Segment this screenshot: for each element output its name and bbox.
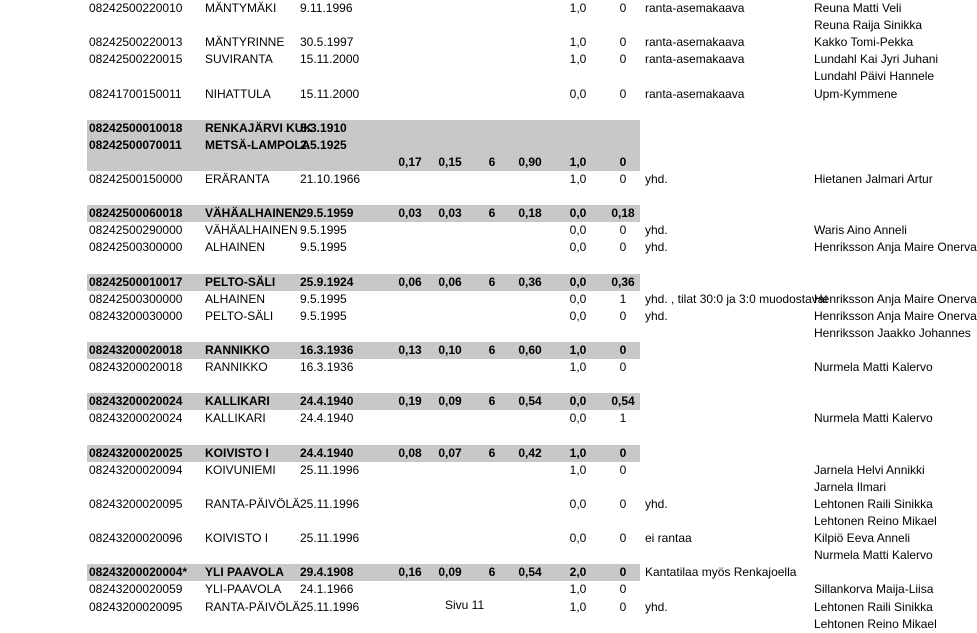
cell-name: VÄHÄALHAINEN (205, 223, 298, 238)
summary-row (87, 445, 640, 462)
cell-id: 08243200020018 (89, 343, 183, 357)
cell-v2: 0,09 (438, 394, 462, 409)
cell-v3: 6 (488, 445, 496, 460)
cell-v2: 0,06 (438, 274, 462, 289)
cell-type: yhd. , tilat 30:0 ja 3:0 muodostavat (645, 291, 828, 306)
cell-name: ALHAINEN (205, 291, 266, 306)
cell-id: 08243200020018 (89, 360, 183, 375)
cell-a: 1,0 (569, 52, 587, 67)
cell-name: RENKAJÄRVI KUK (205, 120, 313, 135)
cell-name: KOIVUNIEMI (205, 462, 276, 477)
cell-a: 1,0 (569, 599, 587, 614)
cell-date: 29.5.1959 (300, 206, 354, 221)
cell-id: 08242500220013 (89, 35, 183, 50)
cell-id: 08242500220015 (89, 52, 183, 67)
summary-row (87, 120, 640, 137)
cell-id: 08243200020059 (89, 582, 183, 597)
cell-b: 0 (619, 86, 627, 101)
cell-b: 0 (619, 35, 627, 50)
cell-b: 0 (619, 462, 627, 477)
summary-row (87, 393, 640, 410)
cell-a: 0,0 (569, 411, 587, 426)
cell-b: 0 (619, 52, 627, 67)
cell-owner: Lundahl Päivi Hannele (814, 69, 935, 84)
cell-b: 0 (619, 582, 627, 597)
cell-owner: Jarnela Ilmari (814, 479, 887, 494)
cell-name: MÄNTYRINNE (205, 35, 285, 50)
cell-name: NIHATTULA (205, 86, 271, 101)
cell-id: 08243200020024 (89, 411, 183, 426)
cell-a: 1,0 (569, 1, 587, 15)
cell-name: RANTA-PÄIVÖLÄ (205, 496, 301, 511)
cell-name: VÄHÄALHAINEN (205, 206, 301, 221)
cell-owner: Upm-Kymmene (814, 86, 898, 101)
cell-v2: 0,03 (438, 206, 462, 221)
cell-date: 9.11.1996 (300, 1, 353, 15)
cell-a: 0,0 (569, 291, 587, 306)
cell-v1: 0,03 (398, 206, 422, 221)
cell-b: 0 (619, 360, 627, 375)
cell-v4: 0,42 (518, 445, 542, 460)
table-row (0, 171, 960, 188)
cell-type: yhd. (645, 172, 668, 186)
cell-a: 0,0 (569, 206, 587, 221)
cell-date: 25.11.1996 (300, 599, 360, 614)
cell-v1: 0,08 (398, 445, 422, 460)
table-row (0, 547, 960, 564)
cell-id: 08242500150000 (89, 172, 183, 186)
table-row (0, 68, 960, 85)
cell-b: 0 (619, 599, 627, 614)
cell-id: 08243200020004* (89, 565, 188, 580)
cell-a: 1,0 (569, 582, 587, 597)
cell-b: 0 (619, 1, 627, 15)
table-row (0, 462, 960, 479)
table-row (0, 581, 960, 598)
cell-v2: 0,07 (438, 445, 462, 460)
cell-b: 0 (619, 445, 627, 460)
cell-date: 24.4.1940 (300, 411, 354, 426)
cell-owner: Lehtonen Reino Mikael (814, 616, 937, 631)
table-row (0, 513, 960, 530)
cell-date: 15.11.2000 (300, 86, 360, 101)
cell-owner: Reuna Raija Sinikka (814, 18, 923, 33)
cell-v4: 0,36 (518, 274, 542, 289)
cell-name: MÄNTYMÄKI (205, 1, 277, 15)
cell-date: 9.5.1995 (300, 291, 347, 306)
cell-date: 15.11.2000 (300, 52, 360, 67)
table-row (0, 17, 960, 34)
table-row (0, 616, 960, 633)
table-row (0, 291, 977, 308)
cell-type: yhd. (645, 223, 668, 238)
cell-name: KALLIKARI (205, 411, 266, 426)
cell-owner: Henriksson Anja Maire Onerva (814, 308, 977, 323)
cell-date: 24.4.1940 (300, 394, 354, 409)
table-row (0, 239, 977, 256)
cell-a: 2,0 (569, 565, 587, 580)
cell-name: KOIVISTO I (205, 445, 269, 460)
cell-name: KALLIKARI (205, 394, 270, 409)
cell-id: 08241700150011 (89, 86, 182, 101)
cell-v3: 6 (488, 565, 496, 580)
table-row (0, 86, 960, 103)
page-footer: Sivu 11 (445, 598, 485, 612)
cell-id: 08243200020024 (89, 394, 183, 409)
table-row (0, 496, 960, 513)
cell-a: 1,0 (569, 35, 587, 50)
cell-name: RANNIKKO (205, 360, 268, 375)
cell-owner: Hietanen Jalmari Artur (814, 172, 933, 186)
cell-name: PELTO-SÄLI (205, 308, 274, 323)
cell-a: 1,0 (569, 172, 587, 186)
cell-owner: Nurmela Matti Kalervo (814, 360, 933, 375)
cell-a: 1,0 (569, 360, 587, 375)
summary-row (87, 154, 640, 171)
cell-v1: 0,19 (398, 394, 422, 409)
table-row (0, 257, 960, 274)
cell-type: yhd. (645, 496, 668, 511)
cell-v3: 6 (488, 154, 496, 169)
cell-date: 24.4.1940 (300, 445, 354, 460)
cell-b: 0,54 (611, 394, 635, 409)
table-row (0, 530, 960, 547)
cell-owner: Henriksson Anja Maire Onerva (814, 240, 977, 255)
cell-owner: Lehtonen Raili Sinikka (814, 599, 933, 614)
cell-a: 0,0 (569, 394, 587, 409)
cell-v3: 6 (488, 394, 496, 409)
cell-date: 25.11.1996 (300, 496, 360, 511)
cell-id: 08242500290000 (89, 223, 183, 238)
cell-date: 29.4.1908 (300, 565, 354, 580)
table-row (0, 479, 960, 496)
cell-owner: Waris Aino Anneli (814, 223, 907, 238)
cell-v3: 6 (488, 206, 496, 221)
cell-id: 08243200020025 (89, 445, 183, 460)
table-row (0, 103, 960, 120)
cell-type: yhd. (645, 240, 668, 255)
cell-type: ranta-asemakaava (645, 86, 745, 101)
cell-id: 08243200020096 (89, 531, 183, 546)
cell-name: RANTA-PÄIVÖLÄ (205, 599, 301, 614)
cell-owner: Nurmela Matti Kalervo (814, 548, 933, 563)
cell-owner: Lehtonen Raili Sinikka (814, 496, 933, 511)
cell-b: 1 (619, 411, 627, 426)
summary-row (87, 342, 640, 359)
cell-a: 1,0 (569, 343, 587, 357)
cell-date: 9.5.1995 (300, 240, 347, 255)
table-row (0, 325, 971, 342)
cell-owner: Lehtonen Reino Mikael (814, 514, 937, 528)
cell-date: 25.11.1996 (300, 462, 360, 477)
cell-type: yhd. (645, 308, 668, 323)
cell-b: 0 (619, 308, 627, 323)
cell-b: 0 (619, 154, 627, 169)
cell-date: 25.9.1924 (300, 274, 354, 289)
cell-id: 08242500300000 (89, 240, 183, 255)
table-row (0, 308, 977, 325)
cell-date: 5.3.1910 (300, 120, 347, 135)
table-row (0, 51, 960, 68)
cell-id: 08243200020094 (89, 462, 183, 477)
cell-id: 08242500060018 (89, 206, 183, 221)
cell-a: 1,0 (569, 154, 587, 169)
cell-owner: Kilpiö Eeva Anneli (814, 531, 911, 546)
cell-a: 0,0 (569, 531, 587, 546)
cell-date: 21.10.1966 (300, 172, 361, 186)
cell-v1: 0,16 (398, 565, 422, 580)
cell-v4: 0,54 (518, 565, 542, 580)
cell-id: 08242500010017 (89, 274, 183, 289)
cell-owner: Sillankorva Maija-Liisa (814, 582, 934, 597)
cell-date: 24.1.1966 (300, 582, 354, 597)
cell-owner: Nurmela Matti Kalervo (814, 411, 933, 426)
cell-b: 0 (619, 531, 627, 546)
cell-v2: 0,15 (438, 154, 462, 169)
table-row (0, 359, 960, 376)
cell-b: 0 (619, 496, 627, 511)
cell-owner: Henriksson Jaakko Johannes (814, 325, 971, 340)
table-row (0, 428, 960, 445)
cell-date: 25.11.1996 (300, 531, 360, 546)
cell-type: yhd. (645, 599, 668, 614)
cell-name: ERÄRANTA (205, 172, 270, 186)
cell-name: ALHAINEN (205, 240, 266, 255)
cell-a: 0,0 (569, 240, 587, 255)
cell-v4: 0,18 (518, 206, 542, 221)
cell-date: 30.5.1997 (300, 35, 354, 50)
cell-a: 0,0 (569, 86, 587, 101)
cell-b: 0 (619, 223, 627, 238)
cell-name: PELTO-SÄLI (205, 274, 276, 289)
cell-date: 16.3.1936 (300, 360, 354, 375)
table-row (0, 0, 960, 17)
summary-row (87, 274, 640, 291)
cell-a: 0,0 (569, 274, 587, 289)
cell-type: ranta-asemakaava (645, 52, 745, 67)
cell-id: 08243200020095 (89, 496, 183, 511)
table-row (0, 34, 960, 51)
cell-v1: 0,13 (398, 343, 422, 357)
cell-name: YLI-PAAVOLA (205, 582, 282, 597)
cell-owner: Jarnela Helvi Annikki (814, 462, 925, 477)
cell-name: SUVIRANTA (205, 52, 273, 67)
cell-owner: Kakko Tomi-Pekka (814, 35, 914, 50)
table-row (0, 188, 960, 205)
cell-v2: 0,09 (438, 565, 462, 580)
cell-type: ei rantaa (645, 531, 692, 546)
cell-b: 0,18 (611, 206, 635, 221)
cell-id: 08242500070011 (89, 137, 182, 152)
cell-b: 0,36 (611, 274, 635, 289)
cell-id: 08242500220010 (89, 1, 183, 15)
cell-id: 08242500010018 (89, 120, 183, 135)
cell-a: 1,0 (569, 462, 587, 477)
cell-v1: 0,17 (398, 154, 422, 169)
cell-id: 08242500300000 (89, 291, 183, 306)
cell-v4: 0,60 (518, 343, 542, 357)
summary-row (87, 137, 640, 154)
table-row (0, 410, 960, 427)
cell-b: 0 (619, 240, 627, 255)
cell-a: 1,0 (569, 445, 587, 460)
cell-a: 0,0 (569, 223, 587, 238)
cell-b: 0 (619, 343, 627, 357)
cell-date: 2.5.1925 (300, 137, 347, 152)
cell-v2: 0,10 (438, 343, 462, 357)
cell-id: 08243200020095 (89, 599, 183, 614)
cell-b: 0 (619, 565, 627, 580)
summary-row (87, 205, 640, 222)
cell-owner: Lundahl Kai Jyri Juhani (814, 52, 939, 67)
cell-type: ranta-asemakaava (645, 1, 745, 15)
cell-name: METSÄ-LAMPOLA (205, 137, 311, 152)
cell-date: 9.5.1995 (300, 308, 347, 323)
cell-owner: Henriksson Anja Maire Onerva (814, 291, 977, 306)
cell-a: 0,0 (569, 496, 587, 511)
cell-v3: 6 (488, 274, 496, 289)
cell-name: RANNIKKO (205, 343, 270, 357)
cell-v1: 0,06 (398, 274, 422, 289)
cell-name: YLI PAAVOLA (205, 565, 284, 580)
summary-row (87, 564, 797, 581)
cell-v4: 0,54 (518, 394, 542, 409)
cell-type: Kantatilaa myös Renkajoella (645, 565, 797, 580)
cell-b: 0 (619, 172, 627, 186)
cell-b: 1 (619, 291, 627, 306)
table-row (0, 376, 960, 393)
cell-date: 16.3.1936 (300, 343, 354, 357)
cell-name: KOIVISTO I (205, 531, 269, 546)
cell-v3: 6 (488, 343, 496, 357)
table-row (0, 222, 960, 239)
cell-date: 9.5.1995 (300, 223, 347, 238)
cell-v4: 0,90 (518, 154, 542, 169)
cell-owner: Reuna Matti Veli (814, 1, 902, 15)
cell-id: 08243200030000 (89, 308, 183, 323)
cell-a: 0,0 (569, 308, 587, 323)
cell-type: ranta-asemakaava (645, 35, 745, 50)
